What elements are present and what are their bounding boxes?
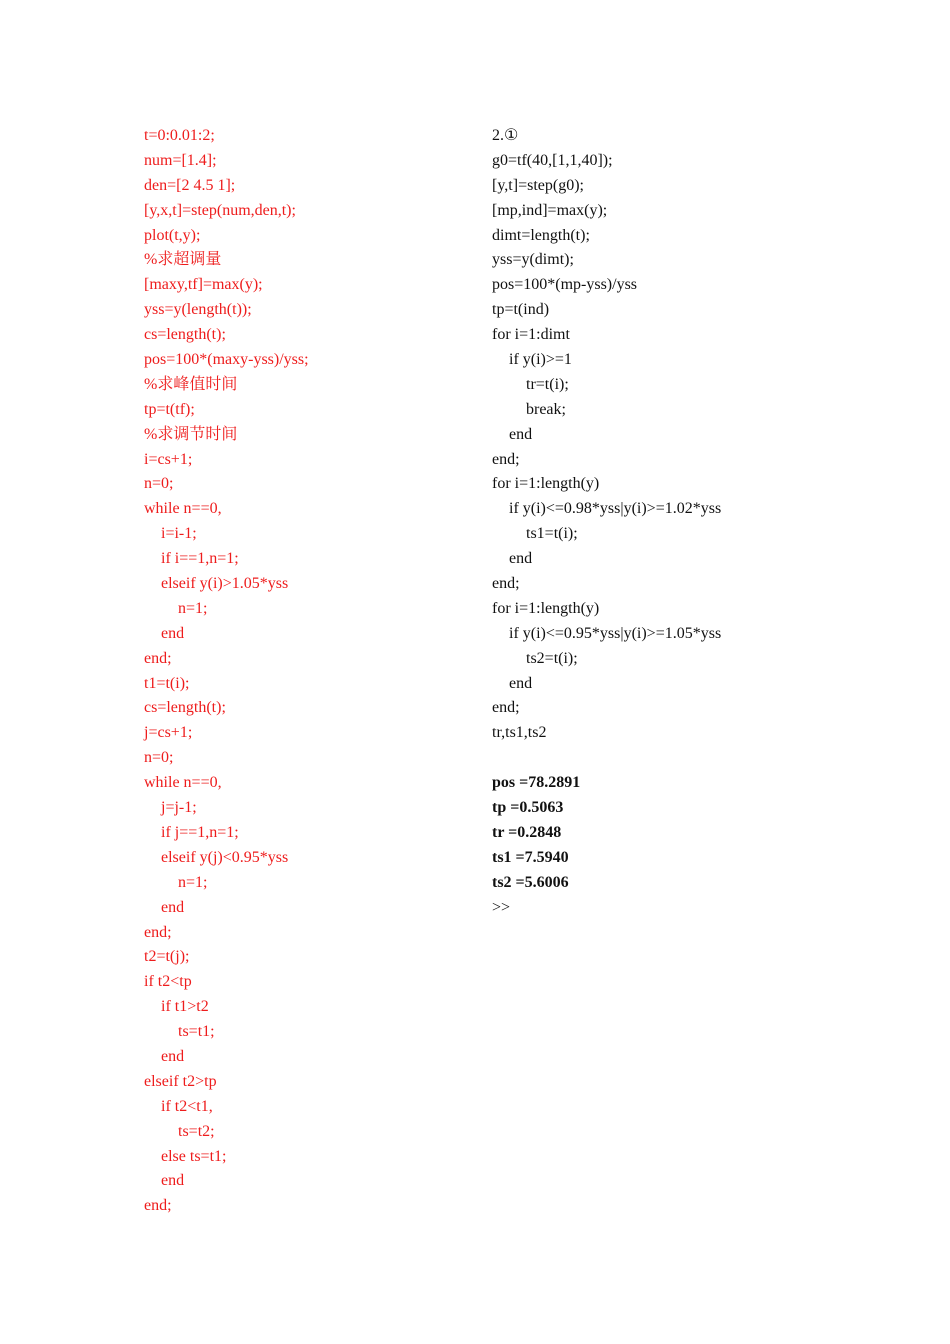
code-line: end	[509, 674, 533, 692]
code-line: >>	[492, 898, 511, 916]
code-line: end;	[492, 575, 520, 593]
code-line: while n==0,	[144, 500, 222, 518]
code-line: for i=1:length(y)	[492, 599, 600, 617]
code-line: t1=t(i);	[144, 674, 190, 692]
code-line: if j==1,n=1;	[161, 823, 239, 841]
code-line: if y(i)<=0.95*yss|y(i)>=1.05*yss	[509, 624, 722, 642]
code-line: ts1=t(i);	[526, 525, 578, 543]
code-line: n=0;	[144, 475, 174, 493]
code-line: end	[161, 1047, 185, 1065]
code-line: %求峰值时间	[144, 375, 238, 393]
code-line: if y(i)>=1	[509, 351, 572, 369]
code-line: [y,t]=step(g0);	[492, 176, 584, 194]
code-line: ts=t2;	[178, 1122, 215, 1140]
code-line: ts2=t(i);	[526, 649, 578, 667]
code-line: %求调节时间	[144, 425, 238, 443]
result-line: tp =0.5063	[492, 799, 564, 817]
code-line: elseif t2>tp	[144, 1072, 217, 1090]
code-line: %求超调量	[144, 251, 222, 269]
left-code-listing	[144, 124, 474, 1219]
code-line: if t2<t1,	[161, 1097, 213, 1115]
code-line: end;	[492, 450, 520, 468]
code-line: else ts=t1;	[161, 1147, 227, 1165]
code-line: end;	[144, 923, 172, 941]
code-line	[492, 746, 912, 771]
code-line: pos=100*(mp-yss)/yss	[492, 276, 638, 294]
right-code-listing	[492, 124, 912, 921]
code-line: [maxy,tf]=max(y);	[144, 276, 263, 294]
code-line: n=1;	[178, 599, 208, 617]
code-line: n=0;	[144, 749, 174, 767]
code-line: plot(t,y);	[144, 226, 201, 244]
code-line: yss=y(length(t));	[144, 301, 252, 319]
result-line: pos =78.2891	[492, 774, 581, 792]
code-line: 2.①	[492, 127, 519, 144]
code-line: cs=length(t);	[144, 326, 226, 344]
code-line: den=[2 4.5 1];	[144, 176, 236, 194]
code-line: elseif y(i)>1.05*yss	[161, 575, 289, 593]
code-line: elseif y(j)<0.95*yss	[161, 848, 289, 866]
code-line: if t1>t2	[161, 998, 209, 1016]
code-line: [y,x,t]=step(num,den,t);	[144, 201, 296, 219]
code-line: j=j-1;	[161, 799, 197, 817]
result-line: ts2 =5.6006	[492, 873, 569, 891]
code-line: end	[161, 1172, 185, 1190]
code-line: tr,ts1,ts2	[492, 724, 547, 742]
code-line: if i==1,n=1;	[161, 550, 239, 568]
code-line: if y(i)<=0.98*yss|y(i)>=1.02*yss	[509, 500, 722, 518]
code-line: i=i-1;	[161, 525, 197, 543]
code-line: j=cs+1;	[144, 724, 193, 742]
code-line: end;	[492, 699, 520, 717]
code-line: t2=t(j);	[144, 948, 190, 966]
code-line: [mp,ind]=max(y);	[492, 201, 608, 219]
code-line: dimt=length(t);	[492, 226, 590, 244]
code-line: if t2<tp	[144, 973, 192, 991]
code-line: i=cs+1;	[144, 450, 193, 468]
code-line: end;	[144, 1197, 172, 1215]
code-line: tp=t(ind)	[492, 301, 550, 319]
code-line: tp=t(tf);	[144, 400, 195, 418]
code-line: for i=1:length(y)	[492, 475, 600, 493]
code-line: n=1;	[178, 873, 208, 891]
result-line: tr =0.2848	[492, 823, 562, 841]
code-line: yss=y(dimt);	[492, 251, 574, 269]
code-line: end	[161, 898, 185, 916]
code-line: num=[1.4];	[144, 151, 217, 169]
code-line: pos=100*(maxy-yss)/yss;	[144, 351, 309, 369]
code-line: break;	[526, 400, 566, 418]
code-line: for i=1:dimt	[492, 326, 570, 344]
code-line: ts=t1;	[178, 1023, 215, 1041]
code-line: t=0:0.01:2;	[144, 127, 215, 144]
code-line: end	[509, 425, 533, 443]
code-line: end	[161, 624, 185, 642]
code-line: cs=length(t);	[144, 699, 226, 717]
code-line: while n==0,	[144, 774, 222, 792]
code-line: g0=tf(40,[1,1,40]);	[492, 151, 613, 169]
code-line: end	[509, 550, 533, 568]
result-line: ts1 =7.5940	[492, 848, 569, 866]
code-line: end;	[144, 649, 172, 667]
code-line: tr=t(i);	[526, 375, 569, 393]
